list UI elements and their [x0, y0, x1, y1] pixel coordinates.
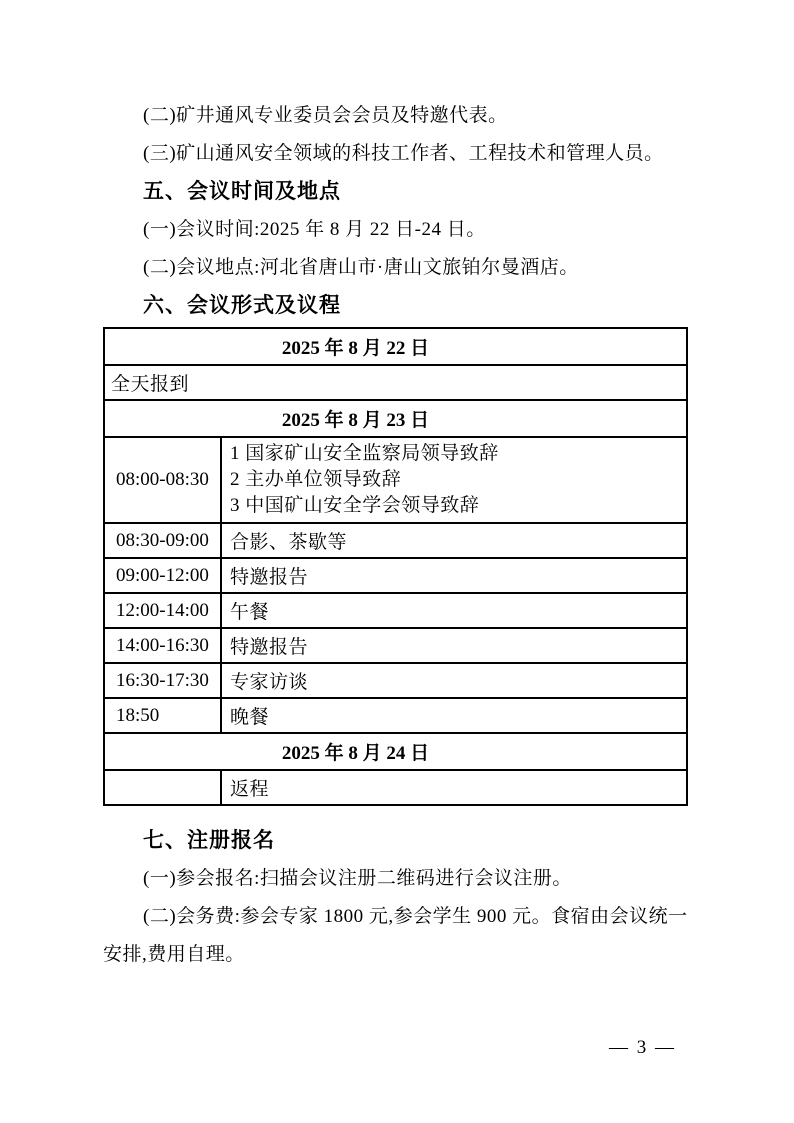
- date-header-aug24: 2025 年 8 月 24 日: [104, 733, 687, 770]
- activity-cell: 返程: [221, 770, 687, 805]
- activity-cell: [221, 437, 687, 523]
- table-row-expert-interview: [104, 663, 687, 698]
- date-header-aug22: 2025 年 8 月 22 日: [104, 328, 687, 365]
- section7-heading: 七、注册报名: [143, 829, 275, 852]
- activity-cell: 特邀报告: [221, 628, 687, 663]
- time-cell: 12:00-14:00: [104, 593, 221, 628]
- meeting-location-line: (二)会议地点:河北省唐山市·唐山文旅铂尔曼酒店。: [143, 257, 579, 278]
- table-row-date-aug23: [104, 400, 687, 437]
- activity-cell: 特邀报告: [221, 558, 687, 593]
- page-number: — 3 —: [609, 1037, 676, 1058]
- time-cell: 09:00-12:00: [104, 558, 221, 593]
- time-cell: 14:00-16:30: [104, 628, 221, 663]
- table-row-dinner: [104, 698, 687, 733]
- activity-cell: 合影、茶歇等: [221, 523, 687, 558]
- table-row-photo-break: [104, 523, 687, 558]
- table-row-opening: [104, 437, 687, 523]
- date-header-aug23: 2025 年 8 月 23 日: [104, 400, 687, 437]
- table-row-return-trip: [104, 770, 687, 805]
- time-cell: 08:30-09:00: [104, 523, 221, 558]
- section5-heading: 五、会议时间及地点: [143, 180, 341, 203]
- attendees-item-2: (二)矿井通风专业委员会会员及特邀代表。: [143, 105, 508, 126]
- meeting-time-line: (一)会议时间:2025 年 8 月 22 日-24 日。: [143, 219, 486, 240]
- registration-method-line: (一)参会报名:扫描会议注册二维码进行会议注册。: [143, 868, 572, 889]
- table-row-lunch: [104, 593, 687, 628]
- table-row-afternoon-reports: [104, 628, 687, 663]
- table-row-date-aug22: [104, 328, 687, 365]
- time-cell: 08:00-08:30: [104, 437, 221, 523]
- opening-item-3: 3 中国矿山安全学会领导致辞: [230, 495, 480, 516]
- attendees-item-3: (三)矿山通风安全领域的科技工作者、工程技术和管理人员。: [143, 143, 664, 164]
- opening-item-2: 2 主办单位领导致辞: [230, 469, 402, 490]
- registration-fee-line: (二)会务费:参会专家 1800 元,参会学生 900 元。食宿由会议统一安排,费用自理。: [103, 906, 688, 965]
- allday-checkin-cell: 全天报到: [104, 365, 687, 400]
- time-cell-empty: [104, 770, 221, 805]
- opening-item-1: 1 国家矿山安全监察局领导致辞: [230, 443, 499, 464]
- time-cell: 18:50: [104, 698, 221, 733]
- activity-cell: 午餐: [221, 593, 687, 628]
- activity-cell: 晚餐: [221, 698, 687, 733]
- table-row-morning-reports: [104, 558, 687, 593]
- time-cell: 16:30-17:30: [104, 663, 221, 698]
- table-row-allday-checkin: [104, 365, 687, 400]
- agenda-table: [103, 327, 688, 806]
- activity-cell: 专家访谈: [221, 663, 687, 698]
- section6-heading: 六、会议形式及议程: [143, 294, 341, 317]
- table-row-date-aug24: [104, 733, 687, 770]
